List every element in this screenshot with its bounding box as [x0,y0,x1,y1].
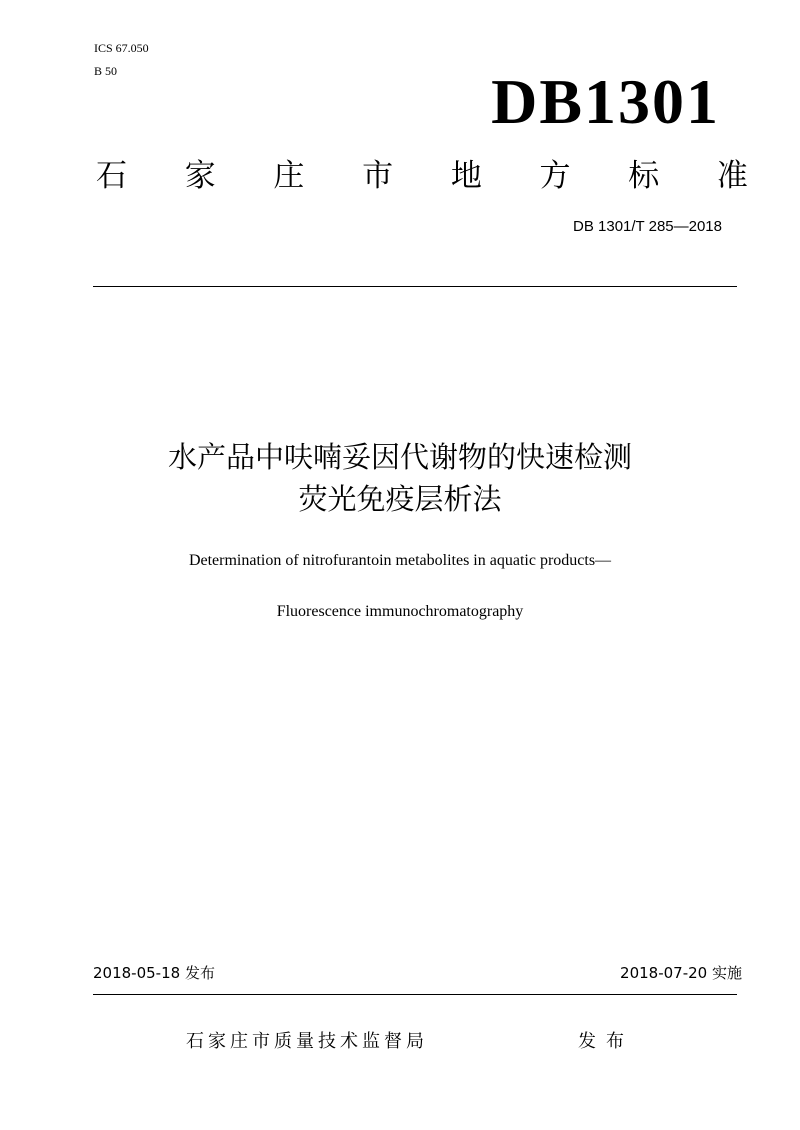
standard-type-char: 标 [628,158,660,194]
standard-number: DB 1301/T 285—2018 [573,218,722,235]
title-chinese-line-2: 荧光免疫层析法 [298,482,502,516]
standard-type-char: 庄 [273,158,305,194]
issue-date: 2018-05-18 发布 [93,964,215,982]
issue-label: 发布 [578,1031,634,1052]
issuing-authority: 石家庄市质量技术监督局 [186,1031,428,1052]
footer-divider [93,994,737,995]
standard-type-char: 家 [184,158,216,194]
title-chinese-line-1: 水产品中呋喃妥因代谢物的快速检测 [167,440,632,474]
standard-type-char: 地 [450,158,482,194]
standard-type-char: 方 [539,158,571,194]
ics-code: ICS 67.050 [94,41,149,55]
title-english-line-1: Determination of nitrofurantoin metabolites in aquatic products— [188,552,612,569]
header-divider [93,286,737,287]
standard-type-char: 准 [716,158,748,194]
standard-code: DB1301 [491,66,720,137]
implementation-date: 2018-07-20 实施 [620,964,742,982]
title-english-line-2: Fluorescence immunochromatography [276,603,524,620]
standard-type [96,157,748,195]
standard-type-char: 石 [96,158,127,194]
ccs-code: B 50 [94,64,118,78]
standard-type-char: 市 [362,158,394,194]
